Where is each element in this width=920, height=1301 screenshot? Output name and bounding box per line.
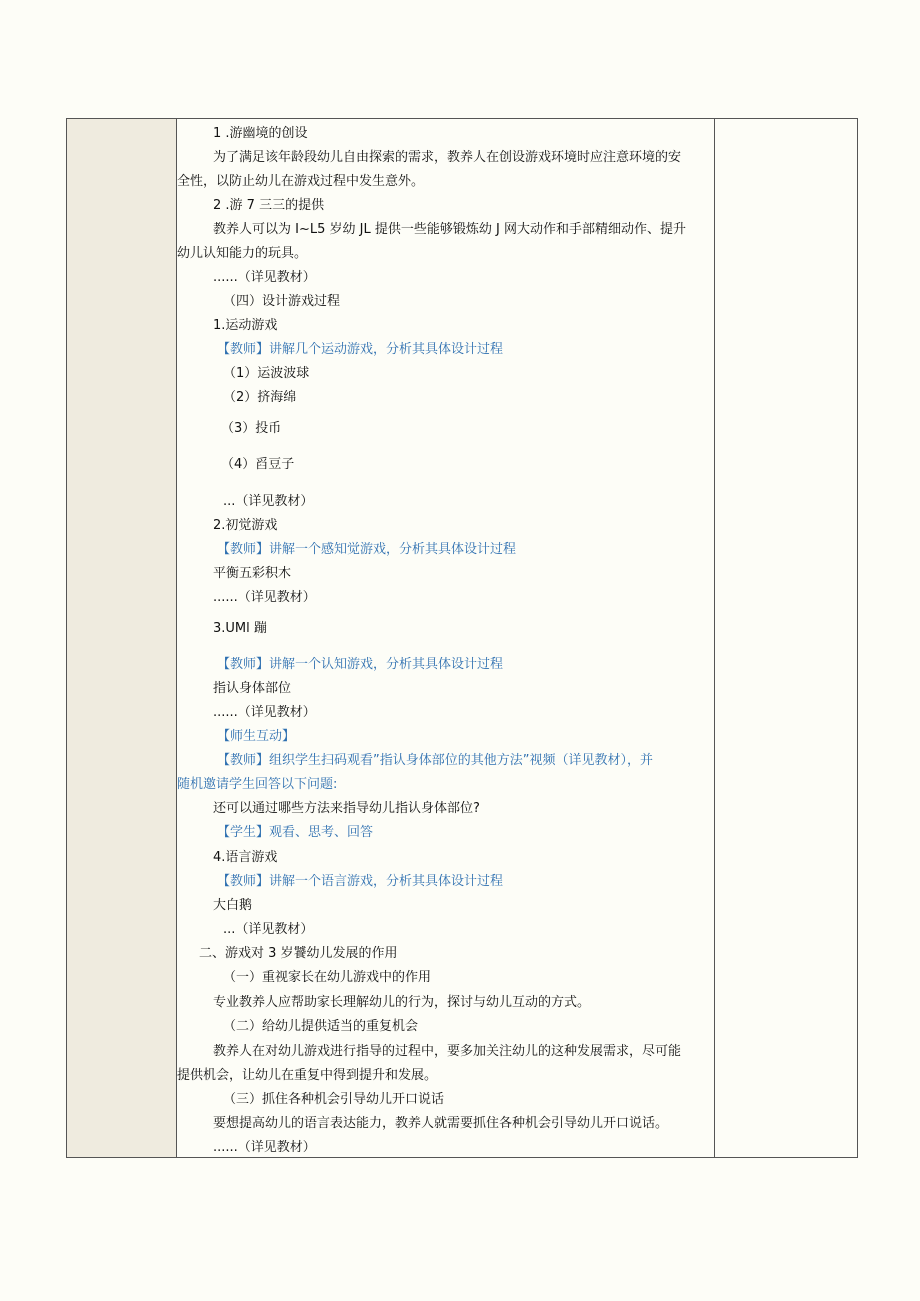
text-line: ......（详见教材） [213, 705, 316, 720]
text-line: 全性，以防止幼儿在游戏过程中发生意外。 [177, 174, 425, 189]
text-line: 【教师】讲解一个语言游戏，分析其具体设计过程 [217, 874, 504, 889]
text-line: 2.初觉游戏 [213, 518, 278, 533]
text-line: （2）挤海绵 [223, 390, 297, 405]
text-line: 教养人在对幼儿游戏进行指导的过程中，要多加关注幼儿的这种发展需求，尽可能 [213, 1044, 682, 1059]
text-line: 专业教养人应帮助家长理解幼儿的行为，探讨与幼儿互动的方式。 [213, 995, 591, 1010]
text-line: （4）舀豆子 [221, 457, 295, 472]
text-line: 【师生互动】 [217, 729, 296, 744]
text-line: 为了满足该年龄段幼儿自由探索的需求，教养人在创设游戏环境时应注意环境的安 [213, 150, 682, 165]
text-line: 1.运动游戏 [213, 318, 278, 333]
text-line: 【教师】讲解一个感知觉游戏，分析其具体设计过程 [217, 542, 517, 557]
text-line: 2 .游 7 三三的提供 [213, 198, 325, 213]
content-column [177, 119, 715, 1157]
text-line: （3）投币 [221, 421, 282, 436]
text-line: 3.UMl 蹦 [213, 621, 267, 636]
right-column [714, 119, 857, 1157]
text-line: ......（详见教材） [213, 1140, 316, 1155]
text-line: 提供机会，让幼儿在重复中得到提升和发展。 [177, 1068, 438, 1083]
text-line: 还可以通过哪些方法来指导幼儿指认身体部位? [213, 801, 480, 816]
text-line: 【教师】组织学生扫码观看”指认身体部位的其他方法”视频（详见教材），并 [217, 753, 653, 768]
lesson-table [66, 118, 858, 1158]
text-line: ...（详见教材） [223, 494, 314, 509]
text-line: 【学生】观看、思考、回答 [217, 825, 374, 840]
text-line: ......（详见教材） [213, 270, 316, 285]
text-line: 要想提高幼儿的语言表达能力，教养人就需要抓住各种机会引导幼儿开口说话。 [213, 1116, 669, 1131]
text-line: 1 .游幽境的创设 [213, 126, 308, 141]
text-line: 二、游戏对 3 岁饕幼儿发展的作用 [199, 946, 398, 961]
text-line: 平衡五彩积木 [213, 566, 292, 581]
text-line: ......（详见教材） [213, 590, 316, 605]
text-line: （1）运波波球 [223, 366, 310, 381]
text-line: 幼儿认知能力的玩具。 [177, 246, 308, 261]
text-line: 【教师】讲解几个运动游戏，分析其具体设计过程 [217, 342, 504, 357]
text-line: 指认身体部位 [213, 681, 292, 696]
text-line: 随机邀请学生回答以下问题: [177, 777, 338, 792]
text-line: 4.语言游戏 [213, 850, 278, 865]
text-line: 教养人可以为 I~L5 岁幼 JL 提供一些能够锻炼幼 J 网大动作和手部精细动作、提升 [213, 222, 686, 237]
text-line: 大白鹅 [213, 898, 253, 913]
text-line: （四）设计游戏过程 [223, 294, 341, 309]
left-column [67, 119, 177, 1157]
text-line: ...（详见教材） [223, 922, 314, 937]
text-line: （一）重视家长在幼儿游戏中的作用 [223, 970, 432, 985]
text-line: 【教师】讲解一个认知游戏，分析其具体设计过程 [217, 657, 504, 672]
text-line: （三）抓住各种机会引导幼儿开口说话 [223, 1092, 445, 1107]
text-line: （二）给幼儿提供适当的重复机会 [223, 1019, 419, 1034]
